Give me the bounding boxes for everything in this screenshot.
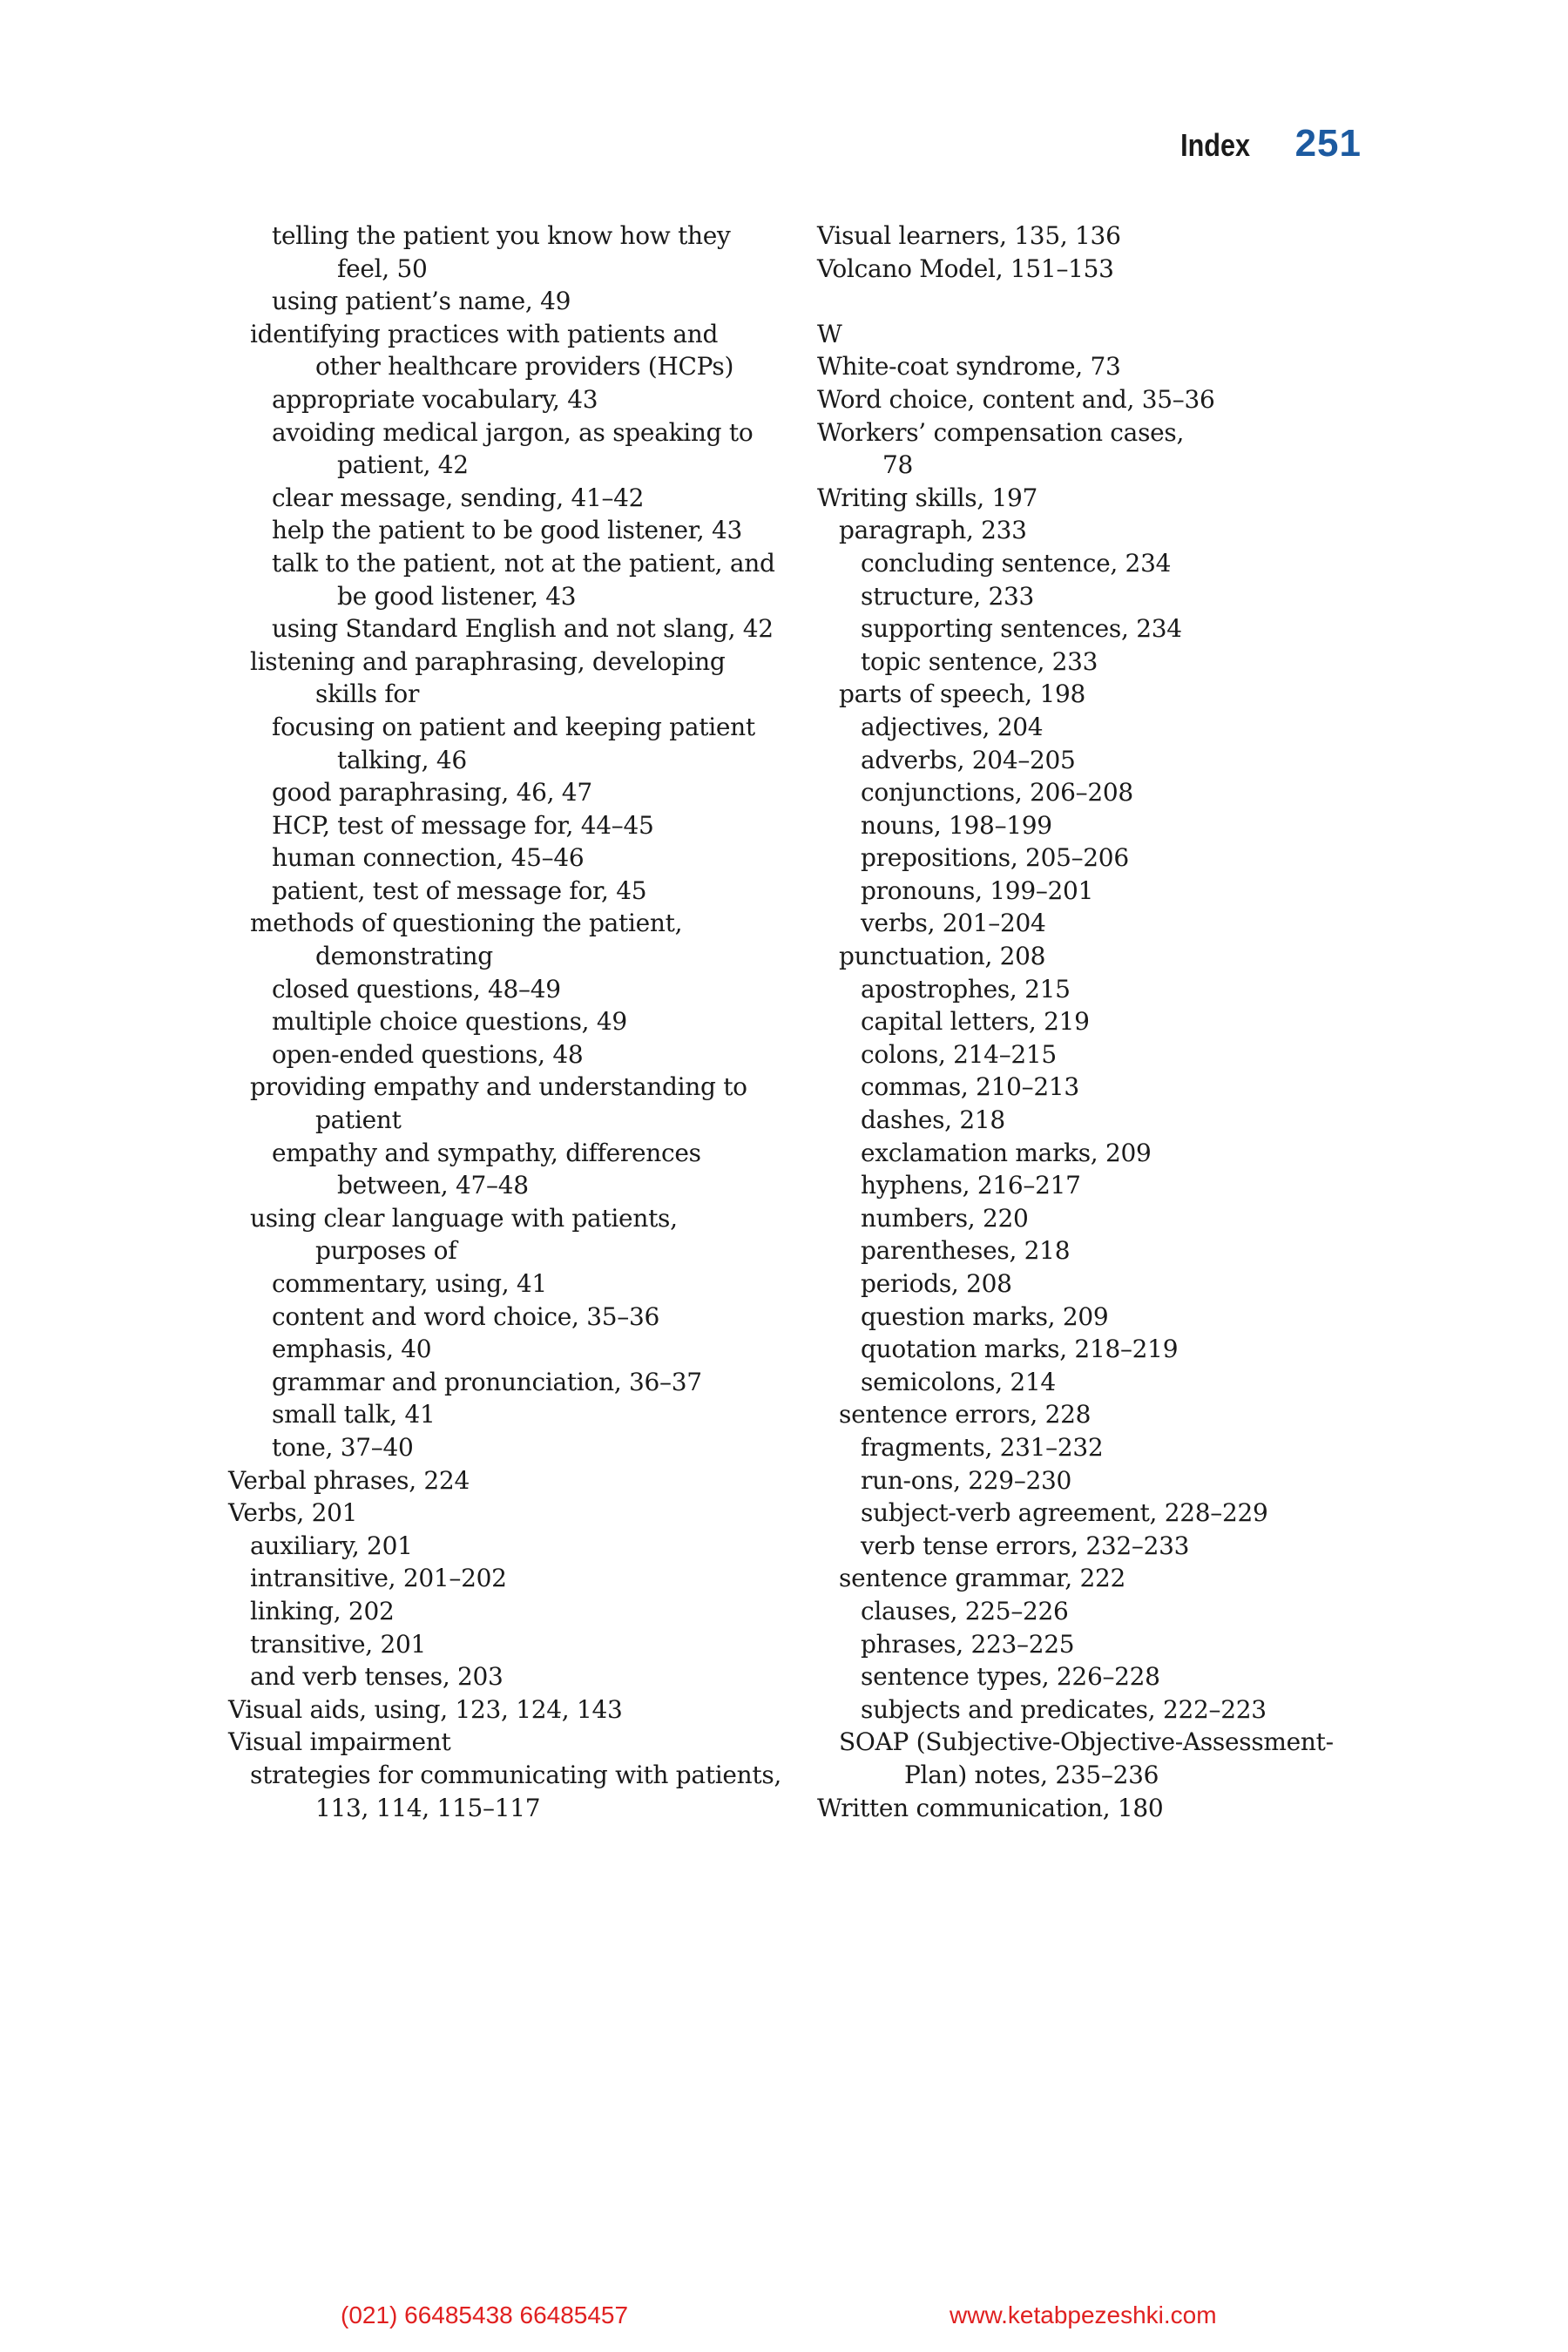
index-entry <box>817 416 1375 482</box>
index-entry <box>817 220 1375 253</box>
index-entry-text: nouns, 198–199 <box>861 810 1052 840</box>
index-entry-text: using patient’s name, 49 <box>272 287 571 316</box>
index-entry-text: talk to the patient, not at the patient, and <box>272 548 775 578</box>
index-entry <box>817 1005 1375 1038</box>
index-entry <box>228 1693 786 1727</box>
index-entry-continuation: patient, 42 <box>337 450 469 480</box>
index-entry <box>228 1202 786 1267</box>
index-entry <box>228 1759 786 1824</box>
index-entry-text: question marks, 209 <box>861 1301 1109 1331</box>
index-entry-text: auxiliary, 201 <box>250 1531 413 1560</box>
index-entry-text: multiple choice questions, 49 <box>272 1007 627 1037</box>
index-entry-text: conjunctions, 206–208 <box>861 778 1133 808</box>
index-entry <box>228 973 786 1006</box>
index-entry-text: strategies for communicating with patients, <box>250 1760 782 1789</box>
index-entry <box>228 416 786 482</box>
index-entry <box>228 383 786 416</box>
index-entry <box>817 350 1375 383</box>
index-entry-text: structure, 233 <box>861 581 1035 611</box>
index-entry <box>228 1038 786 1071</box>
index-entry-continuation: other healthcare providers (HCPs) <box>315 352 734 382</box>
index-entry <box>817 1497 1375 1530</box>
index-entry <box>228 1137 786 1202</box>
index-entry-text: transitive, 201 <box>250 1629 427 1659</box>
index-entry <box>228 1628 786 1661</box>
index-entry-text: Writing skills, 197 <box>817 483 1038 512</box>
index-entry-text: Volcano Model, 151–153 <box>817 253 1114 283</box>
index-entry <box>817 711 1375 744</box>
index-entry <box>228 907 786 972</box>
index-entry <box>817 1628 1375 1661</box>
index-entry-text: intransitive, 201–202 <box>250 1564 507 1593</box>
index-entry-text: linking, 202 <box>250 1596 395 1625</box>
index-entry-text: empathy and sympathy, differences <box>272 1138 701 1167</box>
index-entry <box>817 514 1375 547</box>
index-entry-text: HCP, test of message for, 44–45 <box>272 810 654 840</box>
index-entry-text: closed questions, 48–49 <box>272 974 561 1004</box>
index-entry <box>228 711 786 776</box>
index-entry <box>817 482 1375 515</box>
index-entry <box>817 940 1375 973</box>
index-entry <box>817 973 1375 1006</box>
index-entry <box>228 841 786 875</box>
running-header <box>1168 122 1362 166</box>
index-entry-text: small talk, 41 <box>272 1400 436 1429</box>
index-entry-text: using Standard English and not slang, 42 <box>272 614 774 644</box>
index-entry-text: sentence types, 226–228 <box>861 1662 1160 1692</box>
index-entry <box>817 1792 1375 1825</box>
index-entry <box>817 1169 1375 1202</box>
index-entry <box>817 1398 1375 1431</box>
index-entry-text: telling the patient you know how they <box>272 221 731 250</box>
index-entry-text: Verbal phrases, 224 <box>228 1465 470 1495</box>
index-entry <box>817 1660 1375 1693</box>
index-entry-continuation: 113, 114, 115–117 <box>315 1793 541 1822</box>
index-entry-continuation: 78 <box>882 450 914 480</box>
index-entry-text: grammar and pronunciation, 36–37 <box>272 1367 702 1396</box>
index-entry-continuation: skills for <box>315 679 420 709</box>
index-entry <box>817 1595 1375 1628</box>
index-entry-text: clear message, sending, 41–42 <box>272 483 645 512</box>
index-entry-text: providing empathy and understanding to <box>250 1072 747 1102</box>
index-entry-text: Visual learners, 135, 136 <box>817 221 1121 250</box>
index-gap <box>817 285 1375 318</box>
index-entry <box>817 1366 1375 1399</box>
index-entry-text: adverbs, 204–205 <box>861 745 1076 774</box>
index-entry-text: using clear language with patients, <box>250 1203 678 1233</box>
index-entry <box>228 1562 786 1595</box>
index-entry <box>817 645 1375 679</box>
index-column-right <box>817 220 1375 1824</box>
index-entry-text: focusing on patient and keeping patient <box>272 712 755 741</box>
index-entry-text: numbers, 220 <box>861 1203 1029 1233</box>
index-entry-text: phrases, 223–225 <box>861 1629 1075 1659</box>
index-entry-text: appropriate vocabulary, 43 <box>272 384 598 414</box>
index-column-left <box>228 220 786 1824</box>
index-entry-text: open-ended questions, 48 <box>272 1039 584 1069</box>
index-entry-continuation: feel, 50 <box>337 253 428 283</box>
index-entry-text: W <box>817 319 842 348</box>
index-entry-text: adjectives, 204 <box>861 712 1044 741</box>
index-entry <box>228 875 786 908</box>
index-entry <box>228 220 786 285</box>
index-entry <box>228 1267 786 1301</box>
index-entry-text: clauses, 225–226 <box>861 1596 1069 1625</box>
index-entry <box>228 1398 786 1431</box>
index-entry-text: capital letters, 219 <box>861 1007 1090 1037</box>
index-entry <box>228 809 786 842</box>
index-entry-text: help the patient to be good listener, 43 <box>272 516 743 545</box>
index-entry <box>817 875 1375 908</box>
index-entry <box>228 1660 786 1693</box>
index-entry <box>817 907 1375 940</box>
footer-website[interactable]: www.ketabpezeshki.com <box>950 2301 1217 2328</box>
index-entry-text: Word choice, content and, 35–36 <box>817 384 1215 414</box>
index-entry-text: tone, 37–40 <box>272 1432 414 1462</box>
index-entry-text: emphasis, 40 <box>272 1335 432 1364</box>
index-entry-text: parts of speech, 198 <box>839 679 1086 709</box>
index-entry <box>228 645 786 711</box>
index-entry <box>817 547 1375 580</box>
index-entry-text: White-coat syndrome, 73 <box>817 352 1121 382</box>
index-entry-text: Verbs, 201 <box>228 1498 358 1528</box>
index-entry <box>228 514 786 547</box>
index-entry <box>817 1301 1375 1334</box>
index-entry-continuation: patient <box>315 1105 402 1135</box>
index-entry <box>817 776 1375 809</box>
index-entry <box>228 1431 786 1464</box>
index-entry <box>228 482 786 515</box>
footer-phone: (021) 66485438 66485457 <box>341 2301 629 2328</box>
index-entry-text: human connection, 45–46 <box>272 843 585 873</box>
index-entry-text: Workers’ compensation cases, <box>817 417 1185 447</box>
index-entry <box>817 1464 1375 1497</box>
index-entry <box>228 1726 786 1759</box>
index-entry <box>228 1595 786 1628</box>
index-entry-continuation: between, 47–48 <box>337 1171 529 1200</box>
index-entry-text: prepositions, 205–206 <box>861 843 1129 873</box>
index-entry-text: hyphens, 216–217 <box>861 1171 1081 1200</box>
index-entry-text: sentence errors, 228 <box>839 1400 1092 1429</box>
index-entry <box>228 1530 786 1563</box>
index-entry-continuation: talking, 46 <box>337 745 467 774</box>
index-entry-text: topic sentence, 233 <box>861 646 1098 676</box>
index-entry <box>228 1005 786 1038</box>
index-entry <box>228 1464 786 1497</box>
index-entry <box>817 1693 1375 1727</box>
index-entry <box>817 580 1375 613</box>
index-entry <box>228 1071 786 1136</box>
index-entry-continuation: demonstrating <box>315 942 493 971</box>
index-entry <box>817 1234 1375 1267</box>
index-entry <box>228 776 786 809</box>
index-entry-text: paragraph, 233 <box>839 516 1027 545</box>
index-entry <box>817 1137 1375 1170</box>
index-entry <box>817 1038 1375 1071</box>
index-entry <box>817 1530 1375 1563</box>
index-entry-text: content and word choice, 35–36 <box>272 1301 660 1331</box>
index-entry <box>228 612 786 645</box>
index-entry-text: run-ons, 229–230 <box>861 1465 1072 1495</box>
index-entry-text: verbs, 201–204 <box>861 909 1046 938</box>
index-entry <box>817 1202 1375 1235</box>
index-entry <box>228 1301 786 1334</box>
index-entry-text: subjects and predicates, 222–223 <box>861 1694 1267 1724</box>
index-entry <box>228 1366 786 1399</box>
index-entry-text: sentence grammar, 222 <box>839 1564 1126 1593</box>
index-entry <box>817 1333 1375 1366</box>
index-entry <box>817 678 1375 711</box>
index-entry-text: SOAP (Subjective-Objective-Assessment- <box>839 1727 1334 1757</box>
index-entry <box>228 318 786 383</box>
index-entry <box>817 744 1375 777</box>
index-entry <box>817 1431 1375 1464</box>
index-entry-text: pronouns, 199–201 <box>861 875 1094 905</box>
index-entry-text: colons, 214–215 <box>861 1039 1057 1069</box>
index-entry-text: punctuation, 208 <box>839 942 1046 971</box>
index-entry <box>817 253 1375 286</box>
index-entry-text: periods, 208 <box>861 1269 1012 1298</box>
index-entry-text: methods of questioning the patient, <box>250 909 683 938</box>
index-entry-text: commas, 210–213 <box>861 1072 1079 1102</box>
index-entry-text: commentary, using, 41 <box>272 1269 547 1298</box>
index-entry-text: verb tense errors, 232–233 <box>861 1531 1190 1560</box>
index-entry-text: supporting sentences, 234 <box>861 614 1182 644</box>
index-entry-text: semicolons, 214 <box>861 1367 1056 1396</box>
page-number: 251 <box>1294 122 1362 165</box>
index-entry-continuation: purposes of <box>315 1236 457 1266</box>
index-entry-text: listening and paraphrasing, developing <box>250 646 726 676</box>
index-entry <box>817 841 1375 875</box>
index-entry-text: subject-verb agreement, 228–229 <box>861 1498 1268 1528</box>
index-entry <box>228 285 786 318</box>
index-entry <box>228 1333 786 1366</box>
index-entry <box>817 612 1375 645</box>
index-entry-text: quotation marks, 218–219 <box>861 1335 1179 1364</box>
index-entry <box>817 809 1375 842</box>
index-entry <box>228 1497 786 1530</box>
index-entry-text: concluding sentence, 234 <box>861 548 1172 578</box>
index-entry-continuation: Plan) notes, 235–236 <box>904 1760 1159 1789</box>
index-entry-text: Visual aids, using, 123, 124, 143 <box>228 1694 623 1724</box>
index-entry <box>817 1267 1375 1301</box>
index-entry-text: exclamation marks, 209 <box>861 1138 1152 1167</box>
index-entry <box>817 1104 1375 1137</box>
index-entry-text: and verb tenses, 203 <box>250 1662 504 1692</box>
index-entry-text: dashes, 218 <box>861 1105 1005 1135</box>
index-entry <box>228 547 786 612</box>
index-entry <box>817 1071 1375 1104</box>
index-entry-text: Written communication, 180 <box>817 1793 1164 1822</box>
index-entry-text: avoiding medical jargon, as speaking to <box>272 417 754 447</box>
index-entry-text: parentheses, 218 <box>861 1236 1071 1266</box>
index-entry-text: Visual impairment <box>228 1727 451 1757</box>
index-entry-continuation: be good listener, 43 <box>337 581 577 611</box>
index-entry <box>817 318 1375 351</box>
index-entry-text: identifying practices with patients and <box>250 319 719 348</box>
index-entry-text: good paraphrasing, 46, 47 <box>272 778 592 808</box>
index-entry-text: fragments, 231–232 <box>861 1432 1104 1462</box>
index-entry <box>817 383 1375 416</box>
index-entry <box>817 1562 1375 1595</box>
section-title: Index <box>1179 127 1250 163</box>
index-entry <box>817 1726 1375 1791</box>
index-entry-text: apostrophes, 215 <box>861 974 1071 1004</box>
index-entry-text: patient, test of message for, 45 <box>272 875 647 905</box>
